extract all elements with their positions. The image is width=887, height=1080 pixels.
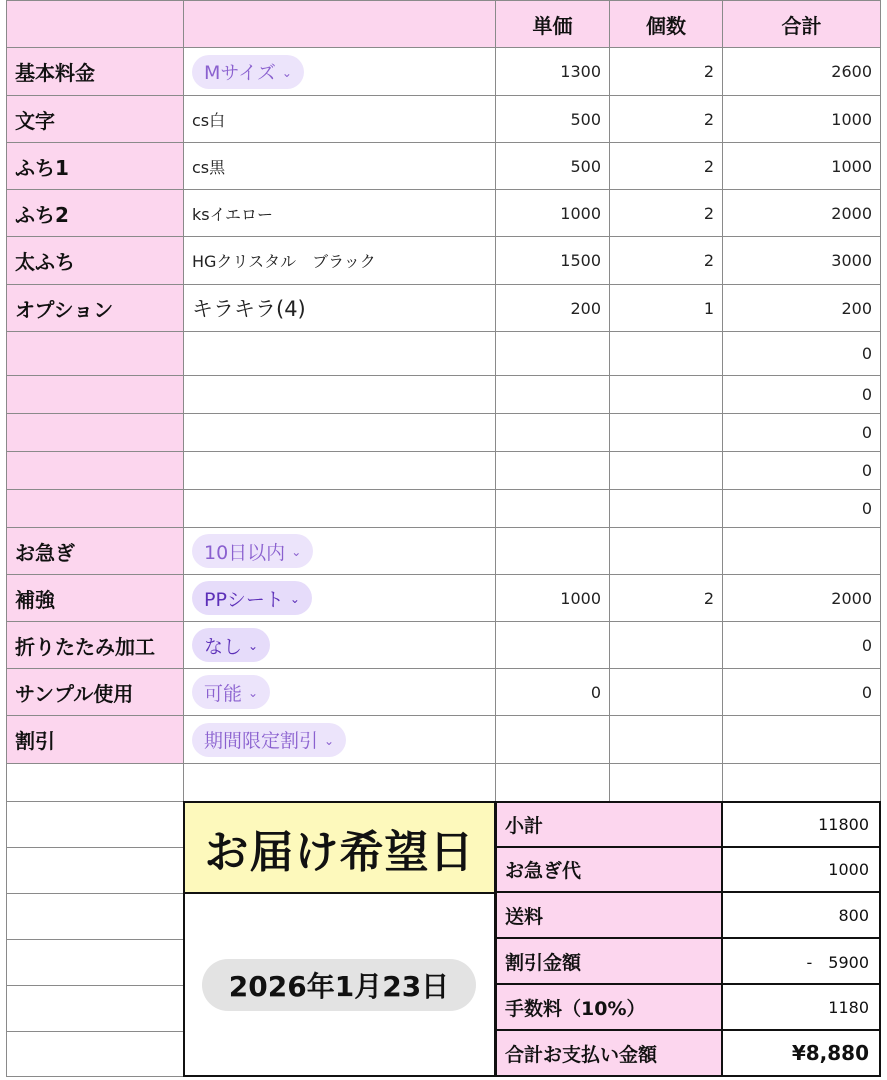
- chevron-down-icon: ⌄: [324, 733, 335, 748]
- extra-qty[interactable]: [609, 527, 723, 575]
- summary-value: - 5900: [721, 937, 881, 985]
- row-label: 文字: [6, 95, 184, 143]
- header-total: 合計: [722, 0, 881, 48]
- empty-row-total: 0: [722, 331, 881, 376]
- chevron-down-icon: ⌄: [248, 686, 259, 700]
- sample-dropdown[interactable]: [192, 675, 270, 709]
- sample-dropdown-value: 可能: [204, 682, 243, 705]
- row-unit-price[interactable]: 1300: [495, 47, 610, 96]
- row-label: 太ふち: [6, 236, 184, 285]
- row-label: 基本料金: [6, 47, 184, 96]
- empty-row-label: [6, 413, 184, 452]
- empty-row-unit-price[interactable]: [495, 375, 610, 414]
- extra-qty[interactable]: [609, 715, 723, 764]
- extra-item-cell: [183, 668, 496, 716]
- delivery-heading: お届け希望日: [183, 801, 496, 894]
- row-total: 200: [722, 284, 881, 332]
- extra-item-cell: [183, 574, 496, 622]
- extra-label: 割引: [6, 715, 184, 764]
- summary-value: 11800: [721, 801, 881, 848]
- row-item[interactable]: cs白: [183, 95, 496, 143]
- blank-cell: [6, 763, 184, 802]
- empty-row-item[interactable]: [183, 489, 496, 528]
- extra-unit-price[interactable]: 0: [495, 668, 610, 716]
- extra-unit-price[interactable]: [495, 527, 610, 575]
- empty-row-qty[interactable]: [609, 451, 723, 490]
- discount-dropdown[interactable]: [192, 723, 346, 757]
- extra-qty[interactable]: [609, 668, 723, 716]
- row-label: オプション: [6, 284, 184, 332]
- empty-row-qty[interactable]: [609, 413, 723, 452]
- reinforcement-dropdown[interactable]: [192, 581, 312, 615]
- empty-row-item[interactable]: [183, 375, 496, 414]
- size-dropdown-value: Mサイズ: [204, 62, 276, 84]
- row-unit-price[interactable]: 1500: [495, 236, 610, 285]
- row-item[interactable]: キラキラ(4): [183, 284, 496, 332]
- rush-dropdown[interactable]: [192, 534, 313, 568]
- header-blank-item: [183, 0, 496, 48]
- empty-row-unit-price[interactable]: [495, 451, 610, 490]
- blank-cell: [6, 985, 184, 1032]
- extra-total: [722, 715, 881, 764]
- row-total: 2000: [722, 189, 881, 237]
- empty-row-qty[interactable]: [609, 489, 723, 528]
- row-total: 3000: [722, 236, 881, 285]
- row-label: ふち2: [6, 189, 184, 237]
- empty-row-label: [6, 375, 184, 414]
- folding-dropdown[interactable]: [192, 628, 270, 662]
- chevron-down-icon: ⌄: [248, 639, 259, 653]
- row-qty[interactable]: 2: [609, 189, 723, 237]
- empty-row-label: [6, 451, 184, 490]
- row-item[interactable]: cs黒: [183, 142, 496, 190]
- extra-label: お急ぎ: [6, 527, 184, 575]
- summary-label: お急ぎ代: [495, 846, 723, 893]
- summary-value: 1180: [721, 983, 881, 1031]
- reinforcement-dropdown-value: PPシート: [204, 588, 284, 611]
- empty-row-total: 0: [722, 451, 881, 490]
- chevron-down-icon: ⌄: [291, 545, 302, 559]
- empty-row-item[interactable]: [183, 413, 496, 452]
- delivery-date-picker[interactable]: 2026年1月23日: [202, 959, 476, 1011]
- row-label: ふち1: [6, 142, 184, 190]
- grand-total-value: ¥8,880: [721, 1029, 881, 1077]
- extra-item-cell: [183, 715, 496, 764]
- empty-row-label: [6, 331, 184, 376]
- blank-cell: [495, 763, 610, 802]
- row-qty[interactable]: 2: [609, 95, 723, 143]
- summary-label: 合計お支払い金額: [495, 1029, 723, 1077]
- extra-qty[interactable]: [609, 621, 723, 669]
- row-unit-price[interactable]: 1000: [495, 189, 610, 237]
- extra-item-cell: [183, 621, 496, 669]
- empty-row-total: 0: [722, 489, 881, 528]
- chevron-down-icon: ⌄: [281, 65, 292, 80]
- blank-cell: [6, 801, 184, 848]
- row-unit-price[interactable]: 500: [495, 95, 610, 143]
- empty-row-item[interactable]: [183, 331, 496, 376]
- extra-label: 補強: [6, 574, 184, 622]
- extra-total: [722, 527, 881, 575]
- blank-cell: [6, 893, 184, 940]
- extra-label: 折りたたみ加工: [6, 621, 184, 669]
- blank-cell: [609, 763, 723, 802]
- row-qty[interactable]: 2: [609, 236, 723, 285]
- extra-total: 2000: [722, 574, 881, 622]
- extra-unit-price[interactable]: 1000: [495, 574, 610, 622]
- row-item[interactable]: HGクリスタル ブラック: [183, 236, 496, 285]
- extra-label: サンプル使用: [6, 668, 184, 716]
- summary-value: 1000: [721, 846, 881, 893]
- header-unit-price: 単価: [495, 0, 610, 48]
- empty-row-unit-price[interactable]: [495, 489, 610, 528]
- extra-total: 0: [722, 668, 881, 716]
- blank-cell: [6, 1031, 184, 1077]
- discount-dropdown-value: 期間限定割引: [204, 730, 319, 752]
- row-item[interactable]: ksイエロー: [183, 189, 496, 237]
- empty-row-unit-price[interactable]: [495, 331, 610, 376]
- extra-total: 0: [722, 621, 881, 669]
- row-unit-price[interactable]: 200: [495, 284, 610, 332]
- extra-qty[interactable]: 2: [609, 574, 723, 622]
- extra-unit-price[interactable]: [495, 715, 610, 764]
- empty-row-qty[interactable]: [609, 331, 723, 376]
- extra-item-cell: [183, 527, 496, 575]
- row-qty[interactable]: 1: [609, 284, 723, 332]
- rush-dropdown-value: 10日以内: [204, 541, 286, 564]
- summary-label: 手数料（10%）: [495, 983, 723, 1031]
- row-item-cell: [183, 47, 496, 96]
- empty-row-qty[interactable]: [609, 375, 723, 414]
- empty-row-unit-price[interactable]: [495, 413, 610, 452]
- row-qty[interactable]: 2: [609, 47, 723, 96]
- header-quantity: 個数: [609, 0, 723, 48]
- summary-label: 小計: [495, 801, 723, 848]
- summary-value: 800: [721, 891, 881, 939]
- row-qty[interactable]: 2: [609, 142, 723, 190]
- chevron-down-icon: ⌄: [289, 592, 300, 606]
- blank-cell: [6, 847, 184, 894]
- header-blank-label: [6, 0, 184, 48]
- summary-label: 割引金額: [495, 937, 723, 985]
- size-dropdown[interactable]: [192, 55, 304, 89]
- extra-unit-price[interactable]: [495, 621, 610, 669]
- empty-row-label: [6, 489, 184, 528]
- row-total: 1000: [722, 95, 881, 143]
- row-unit-price[interactable]: 500: [495, 142, 610, 190]
- row-total: 2600: [722, 47, 881, 96]
- blank-cell: [183, 763, 496, 802]
- blank-cell: [722, 763, 881, 802]
- empty-row-total: 0: [722, 375, 881, 414]
- blank-cell: [6, 939, 184, 986]
- empty-row-total: 0: [722, 413, 881, 452]
- folding-dropdown-value: なし: [204, 635, 243, 658]
- row-total: 1000: [722, 142, 881, 190]
- summary-label: 送料: [495, 891, 723, 939]
- empty-row-item[interactable]: [183, 451, 496, 490]
